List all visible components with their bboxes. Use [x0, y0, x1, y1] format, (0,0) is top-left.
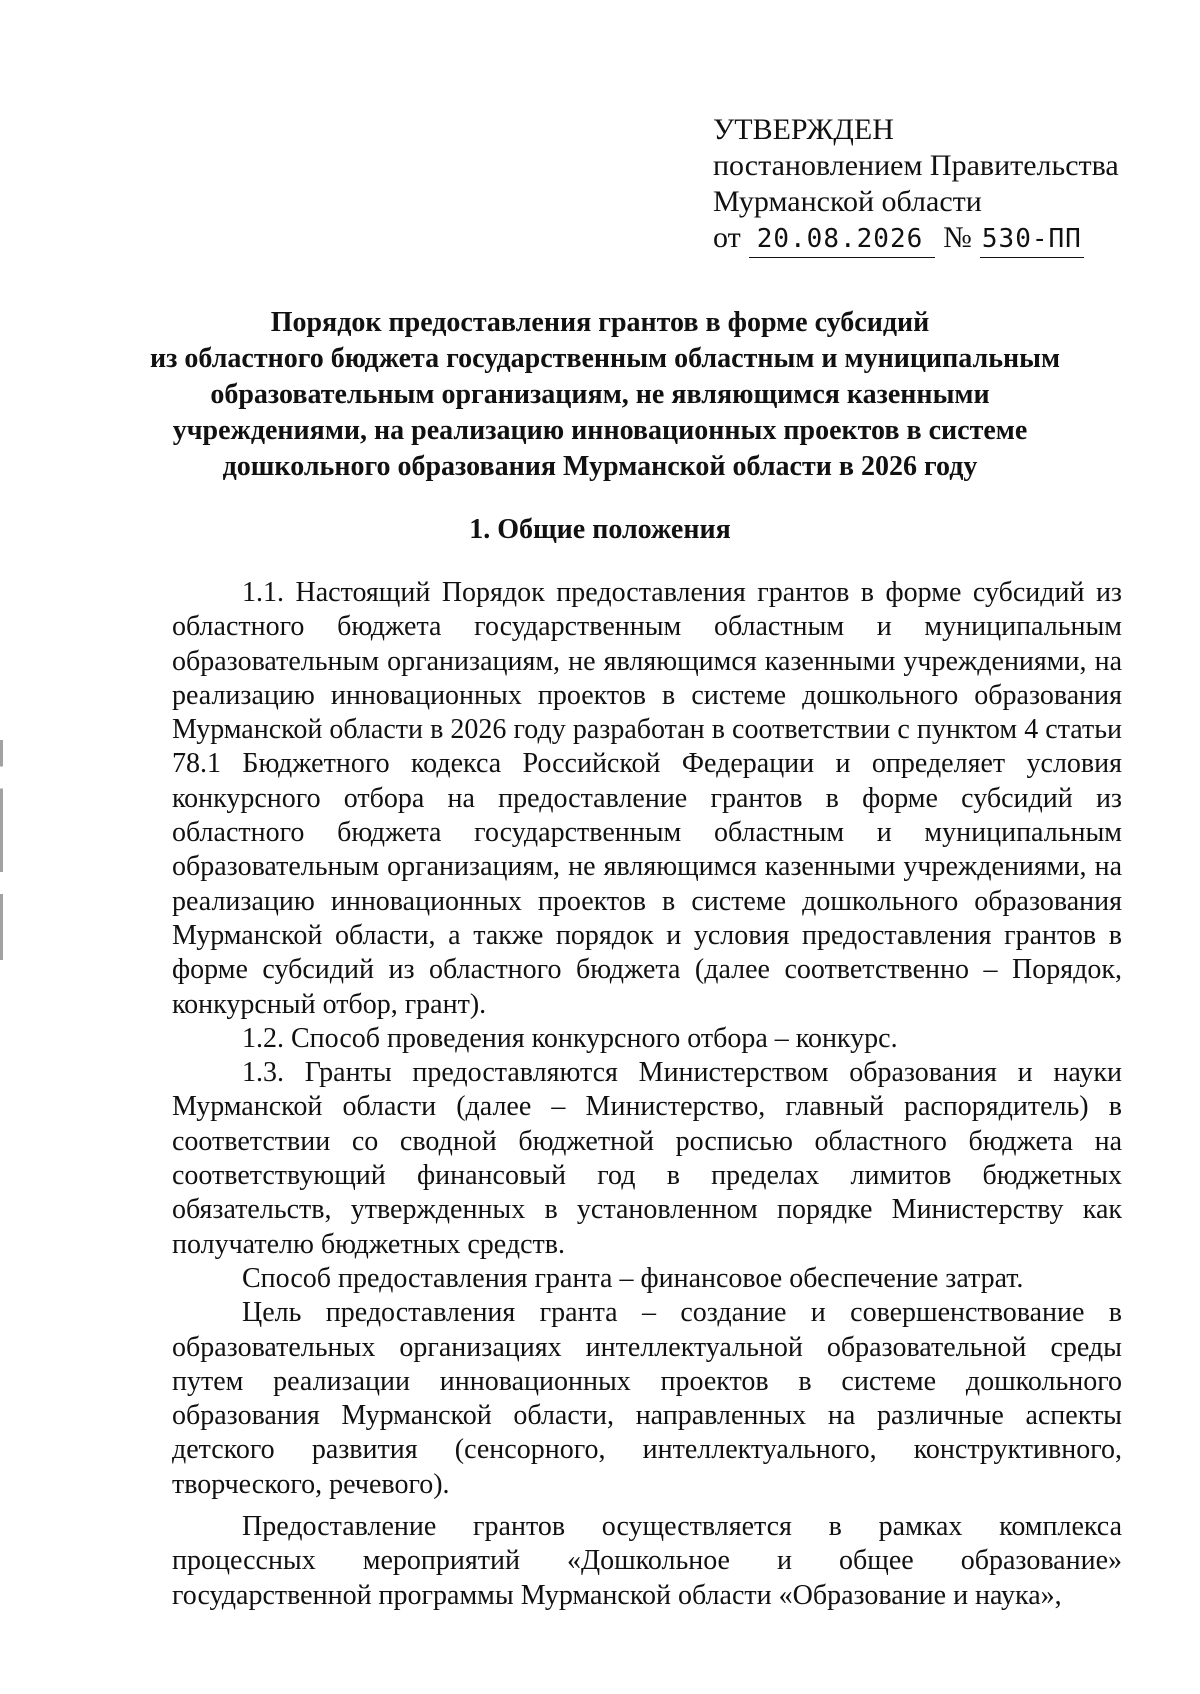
paragraph-1-1: 1.1. Настоящий Порядок предоставления грантов в форме субсидий из областного бюджета государственным областным и муниципальным образовательным организациям, не являющимся казенными учреждениями, на реализацию инновационных проектов в системе дошкольного образования Мурманской области в 2026 году разработан в соответствии с пунктом 4 статьи 78.1 Бюджетного кодекса Российской Федерации и определяет условия конкурсного отбора на предоставление грантов в форме субсидий из областного бюджета государственным областным и муниципальным образовательным организациям, не являющимся казенными учреждениями, на реализацию инновационных проектов в системе дошкольного образования Мурманской области, а также порядок и условия предоставления грантов в форме субсидий из областного бюджета (далее соответственно – Порядок, конкурсный отбор, грант).: [172, 577, 1122, 1020]
section-heading: 1. Общие положения: [469, 514, 731, 545]
approval-number-label: №: [943, 221, 972, 254]
document-title-line: дошкольного образования Мурманской области в 2026 году: [222, 451, 978, 482]
approval-date: 20.08.2026: [749, 221, 936, 258]
approval-number: 530-ПП: [980, 221, 1084, 258]
approval-from-label: от: [713, 221, 741, 254]
approval-stamp: [713, 112, 1119, 258]
approval-heading: УТВЕРЖДЕН: [713, 113, 894, 146]
paragraph-method: Способ предоставления гранта – финансовое обеспечение затрат.: [242, 1262, 1024, 1294]
paragraph-1-3: 1.3. Гранты предоставляются Министерством образования и науки Мурманской области (далее – Министерство, главный распорядитель) в соответствии со сводной бюджетной росписью областного бюджета на соответствующий финансовый год в пределах лимитов бюджетных обязательств, утвержденных в установленном порядке Министерству как получателю бюджетных средств.: [172, 1057, 1122, 1260]
approval-issuer: постановлением Правительства: [713, 149, 1119, 182]
approval-date-number: [713, 220, 1119, 258]
approval-region: Мурманской области: [713, 185, 982, 218]
document-body: [172, 576, 1122, 1613]
document-title-line: из областного бюджета государственным областным и муниципальным: [150, 343, 1061, 374]
paragraph-framework: Предоставление грантов осуществляется в рамках комплекса процессных мероприятий «Дошкольное и общее образование» государственной программы Мурманской области «Образование и наука»,: [172, 1511, 1122, 1611]
document-title-line: Порядок предоставления грантов в форме субсидий: [270, 307, 930, 338]
paragraph-1-2: 1.2. Способ проведения конкурсного отбора – конкурс.: [242, 1022, 898, 1054]
document-title-line: образовательным организациям, не являющимся казенными: [210, 379, 990, 410]
document-title-line: учреждениями, на реализацию инновационных проектов в системе: [172, 415, 1028, 446]
scan-edge-marks: [0, 740, 3, 960]
paragraph-goal: Цель предоставления гранта – создание и совершенствование в образовательных организациях интеллектуальной образовательной среды путем реализации инновационных проектов в системе дошкольного образования Мурманской области, направленных на различные аспекты детского развития (сенсорного, интеллектуального, конструктивного, творческого, речевого).: [172, 1297, 1122, 1500]
document-title: [150, 305, 1061, 485]
